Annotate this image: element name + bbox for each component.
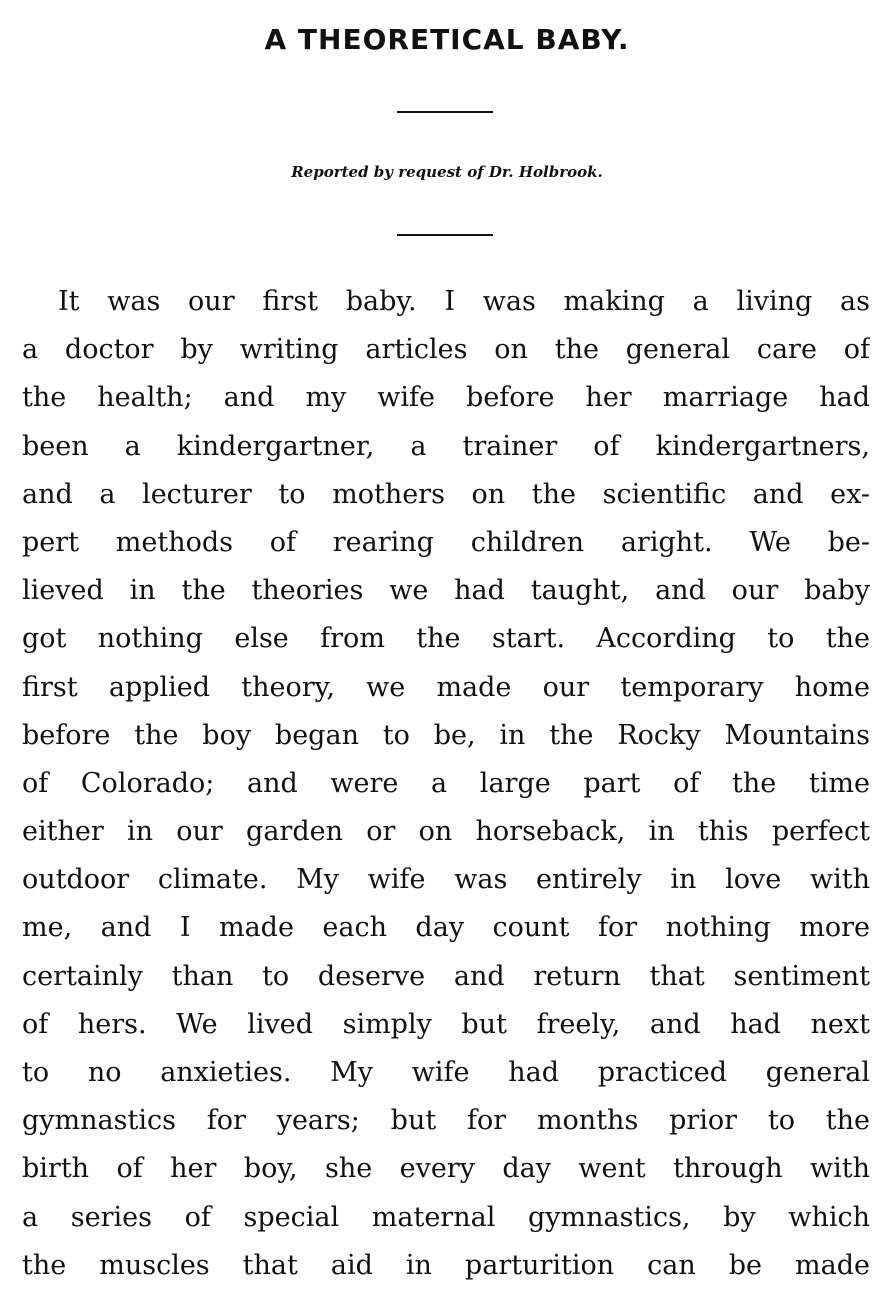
text-line: the muscles that aid in parturition can be made — [22, 1249, 870, 1281]
text-line: of hers. We lived simply but freely, and had next — [22, 1008, 870, 1040]
text-line: a series of special maternal gymnastics, by which — [22, 1201, 870, 1233]
text-line: the health; and my wife before her marriage had — [22, 382, 870, 414]
text-line: a doctor by writing articles on the general care of — [22, 334, 870, 366]
text-line: got nothing else from the start. According to the — [22, 623, 870, 655]
page-title: A THEORETICAL BABY. — [264, 23, 630, 56]
text-line: been a kindergartner, a trainer of kindergartners, — [22, 430, 870, 462]
body-paragraph — [22, 278, 870, 1290]
text-line: birth of her boy, she every day went through with — [22, 1153, 870, 1185]
text-line: outdoor climate. My wife was entirely in love with — [22, 864, 870, 896]
text-line: to no anxieties. My wife had practiced general — [22, 1057, 870, 1088]
text-line: It was our first baby. I was making a living as — [58, 286, 870, 317]
title-divider — [397, 111, 493, 113]
text-line: first applied theory, we made our temporary home — [22, 671, 870, 703]
text-line: of Colorado; and were a large part of the time — [22, 767, 870, 799]
text-line: certainly than to deserve and return that sentiment — [22, 960, 870, 992]
text-line: lieved in the theories we had taught, and our baby — [22, 575, 870, 607]
text-line: gymnastics for years; but for months prior to the — [22, 1105, 870, 1137]
byline: Reported by request of Dr. Holbrook. — [291, 163, 603, 181]
text-line: before the boy began to be, in the Rocky Mountains — [22, 719, 870, 751]
text-line: pert methods of rearing children aright. We be- — [22, 526, 870, 558]
text-line: and a lecturer to mothers on the scientific and ex- — [22, 478, 870, 510]
text-line: me, and I made each day count for nothing more — [22, 912, 870, 944]
text-line: either in our garden or on horseback, in this perfect — [22, 816, 870, 848]
byline-divider — [397, 234, 493, 236]
